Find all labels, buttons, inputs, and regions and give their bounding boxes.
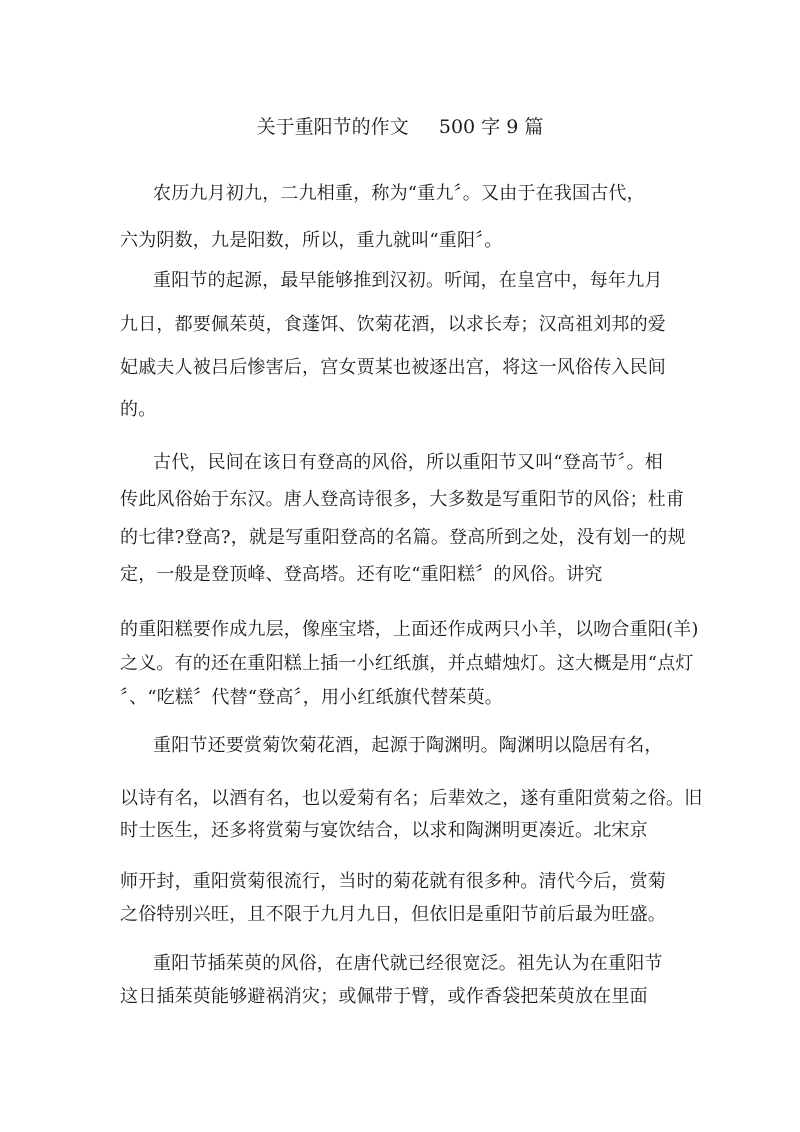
- text-line: 重阳节的起源，最早能够推到汉初。听闻，在皇宫中，每年九月: [153, 270, 663, 291]
- text-line: 六为阴数，九是阳数，所以，重九就叫“重阳〞。: [120, 230, 503, 251]
- text-line: 重阳节还要赏菊饮菊花酒，起源于陶渊明。陶渊明以隐居有名，: [153, 735, 663, 756]
- text-line: 重阳节插茱萸的风俗，在唐代就已经很宽泛。祖先认为在重阳节: [153, 953, 663, 974]
- text-line: 之俗特别兴旺，且不限于九月九日，但依旧是重阳节前后最为旺盛。: [120, 904, 666, 925]
- text-line: 〞、“吃糕〞代替“登高〞，用小红纸旗代替茱萸。: [120, 687, 504, 708]
- document-title: 关于重阳节的作文 500 字 9 篇: [256, 116, 544, 138]
- text-line: 时士医生，还多将赏菊与宴饮结合，以求和陶渊明更凑近。北宋京: [120, 820, 648, 841]
- text-line: 的重阳糕要作成九层，像座宝塔，上面还作成两只小羊，以吻合重阳(羊): [120, 619, 699, 640]
- text-line: 定，一般是登顶峰、登高塔。还有吃“重阳糕〞的风俗。讲究: [120, 564, 603, 585]
- text-line: 古代，民间在该日有登高的风俗，所以重阳节又叫“登高节〞。相: [153, 452, 663, 473]
- text-line: 师开封，重阳赏菊很流行，当时的菊花就有很多种。清代今后，赏菊: [120, 871, 666, 892]
- text-line: 妃戚夫人被吕后惨害后，宫女贾某也被逐出宫，将这一风俗传入民间: [120, 357, 666, 378]
- text-line: 的七律?登高?，就是写重阳登高的名篇。登高所到之处，没有划一的规: [120, 527, 686, 548]
- text-line: 九日，都要佩茱萸，食蓬饵、饮菊花酒，以求长寿；汉高祖刘邦的爱: [120, 314, 666, 335]
- text-line: 之义。有的还在重阳糕上插一小红纸旗，并点蜡烛灯。这大概是用“点灯: [120, 653, 694, 674]
- text-line: 以诗有名，以酒有名，也以爱菊有名；后辈效之，遂有重阳赏菊之俗。旧: [120, 788, 703, 809]
- text-line: 这日插茱萸能够避祸消灾；或佩带于臂，或作香袋把茱萸放在里面: [120, 986, 648, 1007]
- text-line: 的。: [120, 399, 157, 420]
- text-line: 农历九月初九，二九相重，称为“重九〞。又由于在我国古代，: [153, 183, 645, 204]
- text-line: 传此风俗始于东汉。唐人登高诗很多，大多数是写重阳节的风俗；杜甫: [120, 489, 685, 510]
